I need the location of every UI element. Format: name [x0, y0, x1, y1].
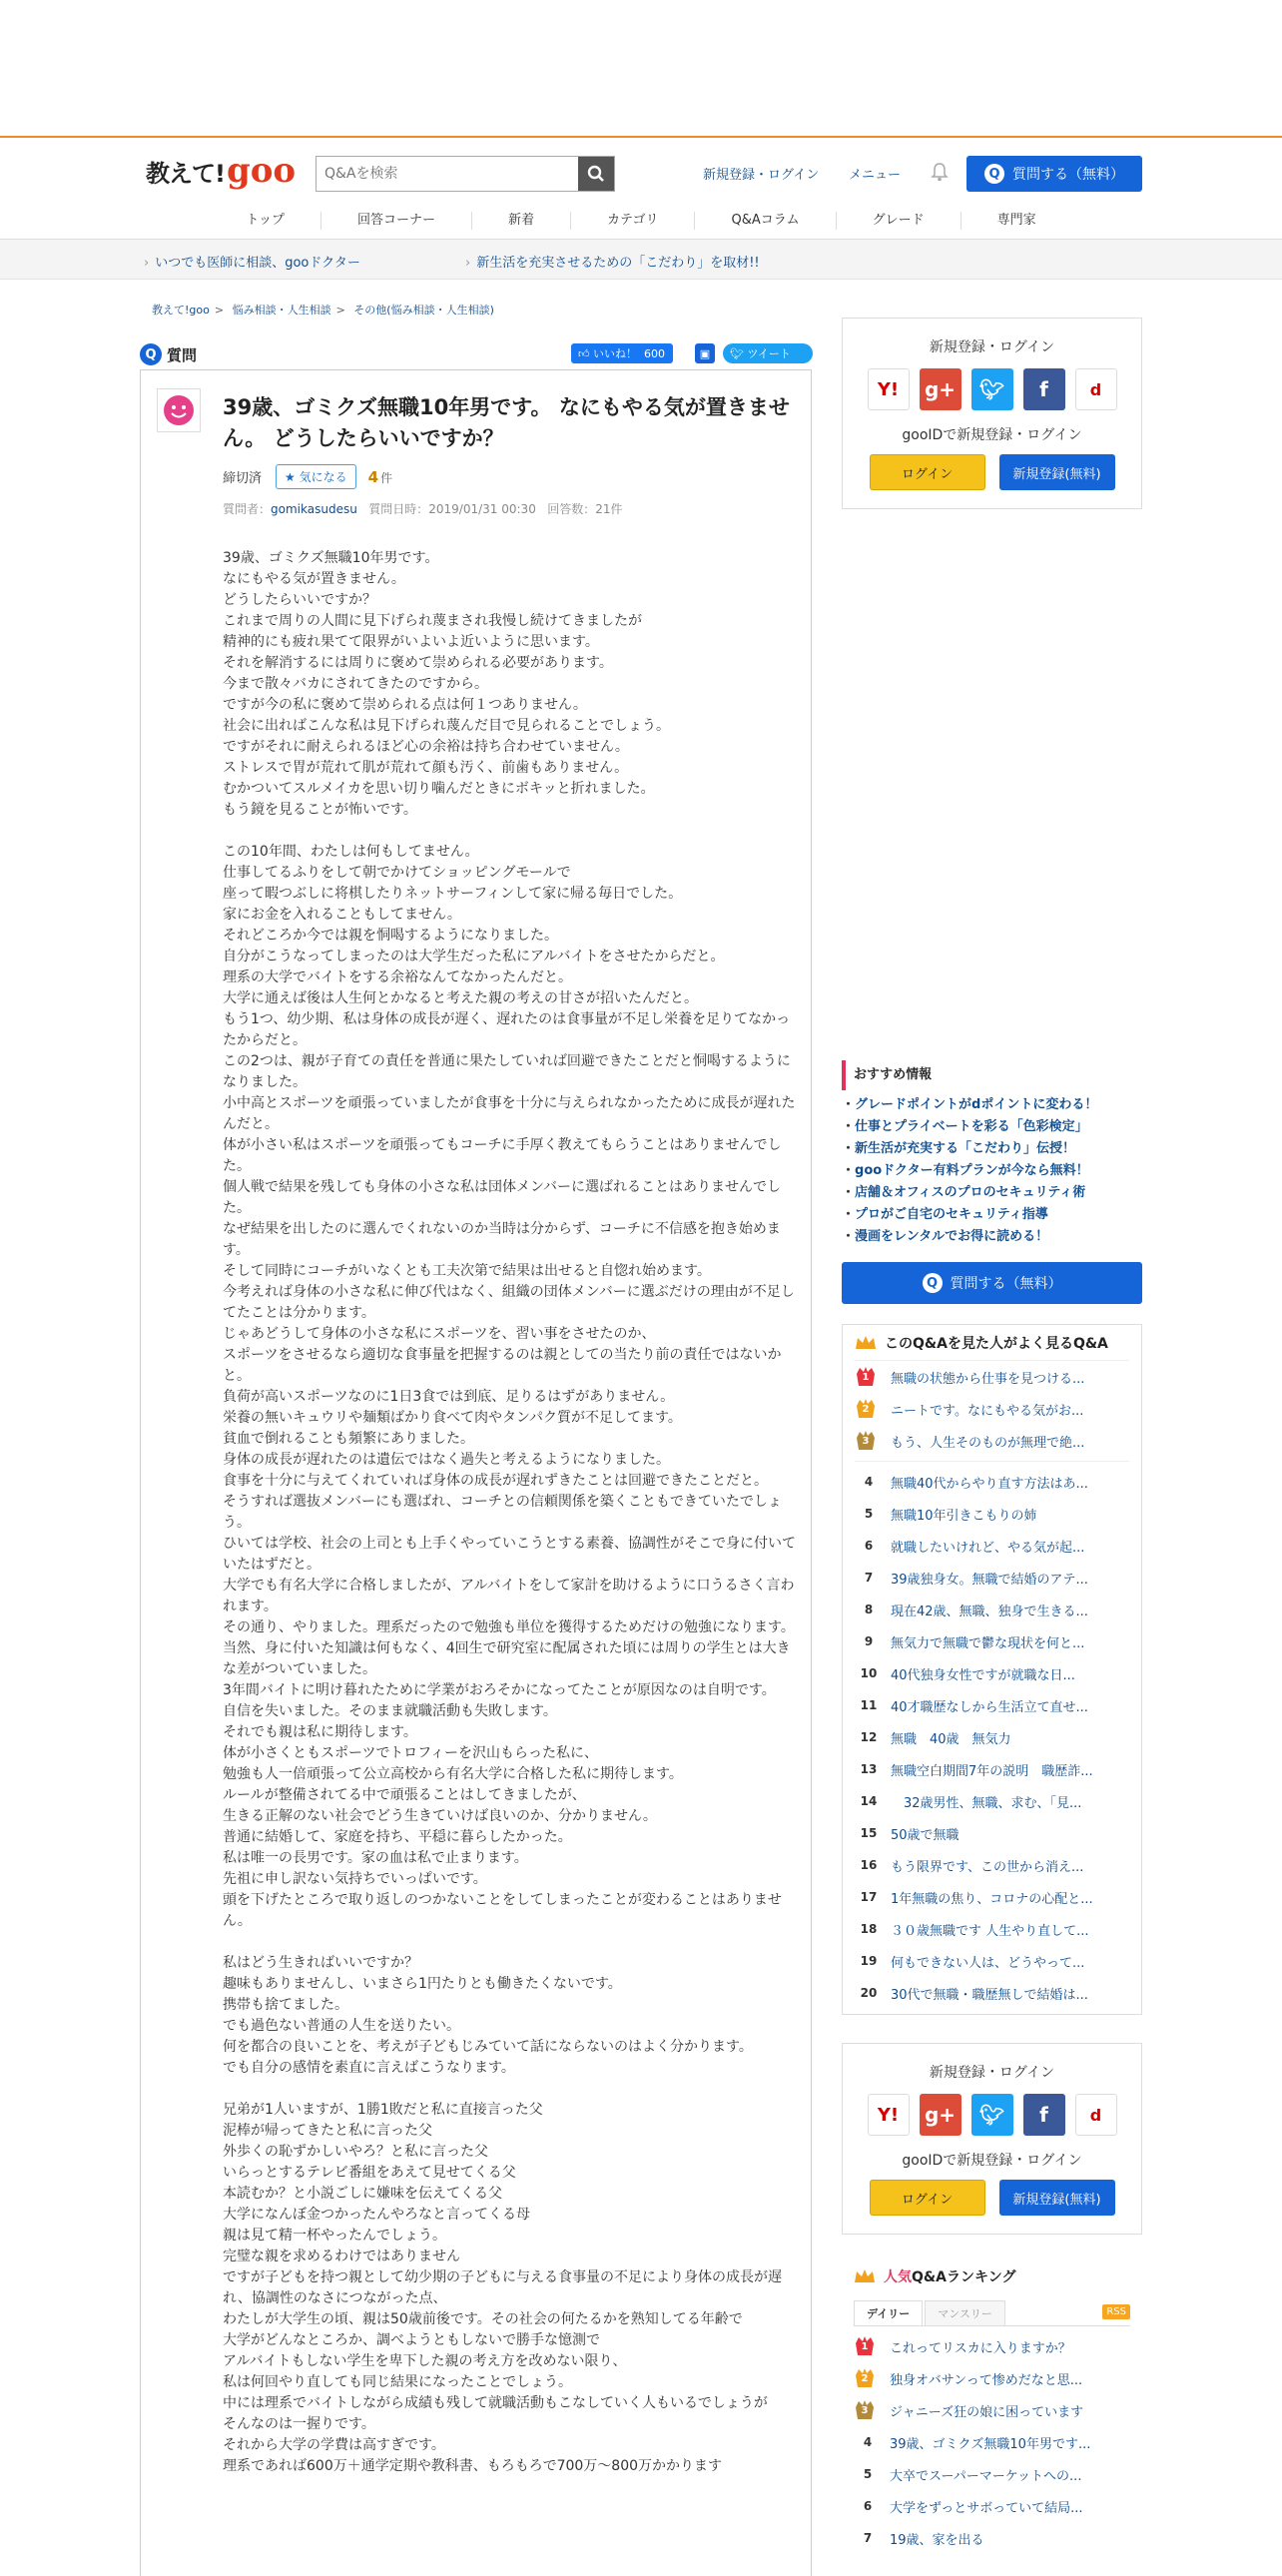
goo-id-text: gooIDで新規登録・ログイン	[902, 427, 1082, 443]
related-item-text: 50歳で無職	[891, 1827, 960, 1843]
rank-number: 2	[861, 2373, 869, 2384]
rank-medal-icon	[854, 2335, 876, 2357]
search-button[interactable]	[578, 157, 614, 191]
related-item[interactable]	[855, 1393, 1129, 1425]
rank-number: 6	[864, 1539, 874, 1553]
ranking-item[interactable]	[854, 2394, 1130, 2426]
related-qa-title	[855, 1325, 1129, 1361]
nav-item-qa-column[interactable]: Q&Aコラム	[695, 212, 836, 230]
rank-number: 4	[864, 1475, 874, 1489]
ranking-item[interactable]	[854, 2522, 1130, 2554]
crown-icon	[854, 2268, 876, 2284]
question-label: 質問	[167, 345, 198, 364]
bookmark-button[interactable]	[695, 343, 715, 363]
avatar[interactable]	[157, 388, 201, 432]
question-section-label	[140, 343, 197, 365]
like-count: 600	[644, 346, 665, 360]
rank-number: 5	[864, 1507, 874, 1521]
rank-number: 3	[861, 2405, 869, 2416]
promo-link-doctor[interactable]: › いつでも医師に相談、gooドクター	[144, 252, 360, 271]
login-button[interactable]: ログイン	[870, 2180, 985, 2216]
rank-number: 11	[860, 1698, 878, 1712]
asker-link[interactable]: gomikasudesu	[271, 502, 357, 516]
rank-number: 14	[860, 1794, 878, 1808]
sns-login-buttons	[843, 2094, 1141, 2136]
ad-area	[0, 0, 1282, 138]
related-item-text: 無職の状態から仕事を見つける...	[891, 1371, 1085, 1387]
ranking-item-text: 19歳、家を出る	[890, 2532, 984, 2548]
nav-item-answer-corner[interactable]: 回答コーナー	[321, 212, 472, 230]
question-date: 質問日時：2019/01/31 00:30	[368, 502, 536, 516]
promo-link-kodawari[interactable]: › 新生活を充実させるための「こだわり」を取材!!	[465, 252, 760, 271]
rank-number: 6	[863, 2499, 873, 2513]
ranking-item-text: 独身オバサンって惨めだなと思...	[890, 2372, 1083, 2388]
kininaru-button[interactable]	[276, 464, 356, 489]
rank-number: 20	[860, 1986, 878, 2000]
sidebar-login-title: 新規登録・ログイン	[929, 339, 1055, 355]
sidebar-login-title: 新規登録・ログイン	[929, 2065, 1055, 2081]
sidebar-ask-button[interactable]	[842, 1262, 1142, 1304]
global-nav	[0, 202, 1282, 240]
tab-monthly[interactable]: マンスリー	[925, 2300, 1005, 2325]
site-logo[interactable]	[146, 151, 297, 191]
sidebar-ask-label: 質問する（無料）	[950, 1276, 1062, 1292]
status-badge: 締切済	[223, 471, 263, 486]
search-icon	[587, 165, 605, 183]
question-info	[223, 500, 623, 517]
related-qa-title-text: このQ&Aを見た人がよく見るQ&A	[885, 1335, 1108, 1352]
asker-label: 質問者：	[223, 502, 272, 516]
related-item-text: 30代で無職・職歴無しで結婚は...	[891, 1987, 1088, 2003]
sns-login-buttons	[843, 368, 1141, 410]
google-login-icon[interactable]: g+	[920, 2094, 962, 2136]
rank-number: 9	[864, 1634, 874, 1648]
rank-number: 4	[863, 2435, 873, 2449]
question-body: 39歳、ゴミクズ無職10年男です。 なにもやる気が置きません。 どうしたらいいですか？ これまで周りの人間に見下げられ蔑まされ我慢し続けてきましたが 精神的にも疲れ果てて限界がいよいよ近いように思います。 それを解消するには周りに褒めて崇められる必要があります。 今まで散々バカにされてきたのですから。 ですが今の私に褒めて崇められる点は何１つありません。 社会に出ればこんな私は見下げられ蔑んだ目で見られることでしょう。 ですがそれに耐えられるほど心の余裕は持ち合わせていません。 ストレスで胃が荒れて肌が荒れて顔も汚く、前歯もありません。 むかついてスルメイカを思い切り噛んだときにボキッと折れました。 もう鏡を見ることが怖いです。 この10年間、わたしは何もしてません。 仕事してるふりをして朝でかけてショッピングモールで 座って暇つぶしに将棋したりネットサーフィンして家に帰る毎日でした。 家にお金を入れることもしてません。 それどころか今では親を恫喝するようになりました。 自分がこうなってしまったのは大学生だった私にアルバイトをさせたからだと。 理系の大学でバイトをする余裕なんてなかったんだと。 大学に通えば後は人生何とかなると考えた親の考えの甘さが招いたんだと。 もう1つ、幼少期、私は身体の成長が遅く、遅れたのは食事量が不足し栄養を足りてなかったからだと。 この2つは、親が子育ての責任を普通に果たしていれば回避できたことだと恫喝するようになりました。 小中高とスポーツを頑張っていましたが食事を十分に与えられなかったために成長が遅れたんだと。 体が小さい私はスポーツを頑張ってもコーチに手厚く教えてもらうことはありませんでした。 個人戦で結果を残しても身体の小さな私は団体メンバーに選ばれることはありませんでした。 なぜ結果を出したのに選んでくれないのか当時は分からず、コーチに不信感を抱き始めます。 そして同時にコーチがいなくとも工夫次第で結果は出せると自惚れ始めます。 今考えれば身体の小さな私に伸び代はなく、組織の団体メンバーに選ぶだけの理由が不足してたことは分かります。 じゃあどうして身体の小さな私にスポーツを、習い事をさせたのか、 スポーツをさせるなら適切な食事量を把握するのは親としての当たり前の責任ではないかと。 負荷が高いスポーツなのに1日3食では到底、足りるはずがありません。 栄養の無いキュウリや麺類ばかり食べて肉やタンパク質が不足してます。 貧血で倒れることも頻繁にありました。 身体の成長が遅れたのは遺伝ではなく過失と考えるようになりました。 食事を十分に与えてくれていれば身体の成長が遅れずきたことは回避できたことだと。 そうすれば選抜メンバーにも選ばれ、コーチとの信頼関係を築くこともできていたでしょう。 ひいては学校、社会の上司とも上手くやっていこうとする素養、協調性がそこで身に付いていたはずだと。 大学でも有名大学に合格しましたが、アルバイトをして家計を助けるように口うるさく言われます。 その通り、やりました。理系だったので勉強も単位を獲得するためだけの勉強になります。 当然、身に付いた知識は何もなく、4回生で研究室に配属された頃には周りの学生とは大きな差がついていました。 3年間バイトに明け暮れたために学業がおろそかになってたことが原因なのは自明です。 自信を失いました。そのまま就職活動も失敗します。 それでも親は私に期待します。 体が小さくともスポーツでトロフィーを沢山もらった私に、 勉強も人一倍頑張って公立高校から有名大学に合格した私に期待します。 ルールが整備されてる中で頑張ることはしてきましたが、 生きる正解のない社会でどう生きていけば良いのか、分かりません。 普通に結婚して、家庭を持ち、平穏に暮らしたかった。 私は唯一の長男です。家の血は私で止まります。 先祖に申し訳ない気持ちでいっぱいです。 頭を下げたところで取り返しのつかないことをしてしまったことが変わることはありません。 私はどう生きればいいですか？ 趣味もありませんし、いまさら1円たりとも働きたくないです。 携帯も捨てました。 でも過色ない普通の人生を送りたい。 何を都合の良いことを、考えが子どもじみていて話にならないのはよく分かります。 でも自分の感情を素直に言えばこうなります。 兄弟が1人いますが、1勝1敗だと私に直接言った父 泥棒が帰ってきたと私に言った父 外歩くの恥ずかしいやろ？と私に言った父 いらっとするテレビ番組をあえて見せてくる父 本読むか？と小説ごしに嫌味を伝えてくる父 大学になんぼ金つかったんやろなと言ってくる母 親は見て精一杯やったんでしょう。 完璧な親を求めるわけではありません ですが子どもを持つ親として幼少期の子どもに与える食事量の不足により身体の成長が遅れ、協調性のなさにつながった点、 わたしが大学生の頃、親は50歳前後です。その社会の何たるかを熟知してる年齢で 大学がどんなところか、調べようともしないで勝手な憶測で アルバイトもしない学生を卑下した親の考え方を改めない限り、 私は何回やり直しても同じ結果になったことでしょう。 中には理系でバイトしながら成績も残して就職活動もこなしていく人もいるでしょうが そんなのは一握りです。 それから大学の学費は高すぎです。 理系であれば600万＋通学定期や教科書、もろもろで700万～800万かかります	[223, 550, 796, 2474]
ranking-title-accent: 人気	[884, 2269, 912, 2285]
rank-number: 8	[864, 1603, 874, 1616]
rank-medal-icon	[855, 1398, 877, 1420]
kininaru-count-unit: 件	[380, 470, 393, 485]
rank-number: 1	[861, 2341, 869, 2352]
related-item-text: 40代独身女性ですが就職な日...	[891, 1667, 1075, 1683]
ranking-item[interactable]	[854, 2330, 1130, 2362]
logo-goo: goo	[226, 151, 297, 191]
ranking-item[interactable]	[854, 2458, 1130, 2490]
breadcrumb-home[interactable]: 教えて!goo	[152, 304, 210, 317]
related-item[interactable]	[855, 1530, 1129, 1562]
goo-id-text: gooIDで新規登録・ログイン	[902, 2153, 1082, 2169]
related-item-text: 現在42歳、無職、独身で生きる...	[891, 1604, 1088, 1619]
thumbs-up-icon: 👍︎	[578, 346, 590, 360]
rank-number: 2	[862, 1404, 870, 1415]
rank-number: 15	[860, 1826, 878, 1840]
yahoo-login-icon[interactable]: Y!	[868, 368, 910, 410]
related-item[interactable]	[855, 1817, 1129, 1849]
twitter-login-icon[interactable]: 🐦︎	[971, 2094, 1013, 2136]
ranking-item-text: 39歳、ゴミクズ無職10年男です...	[890, 2436, 1091, 2452]
facebook-login-icon[interactable]: f	[1023, 368, 1065, 410]
rank-number: 10	[860, 1666, 878, 1680]
search-box	[316, 156, 615, 192]
register-login-link[interactable]: 新規登録・ログイン	[703, 168, 820, 183]
nav-item-grade[interactable]: グレード	[837, 212, 962, 230]
recommend-item[interactable]: ・ gooドクター有料プランが今なら無料！	[842, 1160, 1142, 1182]
smiley-face-icon	[158, 389, 200, 431]
related-item[interactable]	[855, 1977, 1129, 2009]
docomo-login-icon[interactable]: d	[1075, 2094, 1117, 2136]
bookmark-icon: ▣	[699, 346, 711, 360]
related-item-text: 就職したいけれど、やる気が起...	[891, 1540, 1085, 1556]
related-item-text: 1年無職の焦り、コロナの心配と...	[891, 1891, 1093, 1907]
breadcrumb-subcategory[interactable]: その他(悩み相談・人生相談)	[353, 304, 494, 317]
nav-item-experts[interactable]: 専門家	[996, 212, 1036, 228]
recommend-item[interactable]: ・ 新生活が充実する「こだわり」伝授！	[842, 1138, 1142, 1160]
ask-question-button[interactable]	[966, 156, 1142, 192]
related-item-text: もう、人生そのものが無理で絶...	[891, 1435, 1085, 1451]
related-item[interactable]	[855, 1753, 1129, 1785]
star-icon: ★	[285, 470, 296, 484]
recommend-item[interactable]: ・ グレードポイントがdポイントに変わる！	[842, 1094, 1142, 1116]
ranking-item-text: 大卒でスーパーマーケットへの...	[890, 2468, 1082, 2484]
ranking-title	[854, 2258, 1130, 2294]
rank-medal-icon	[854, 2367, 876, 2389]
ranking-tabs	[854, 2300, 1130, 2326]
related-item[interactable]	[855, 1721, 1129, 1753]
tweet-button[interactable]	[723, 343, 813, 363]
related-item-text: ニートです。なにもやる気がお...	[891, 1403, 1084, 1419]
rank-number: 7	[864, 1571, 874, 1585]
question-title: 39歳、ゴミクズ無職10年男です。 なにもやる気が置きません。 どうしたらいいですか？	[223, 395, 790, 450]
rank-number: 13	[860, 1762, 878, 1776]
related-item[interactable]	[855, 1562, 1129, 1594]
kininaru-count	[368, 468, 392, 486]
kininaru-count-value: 4	[367, 467, 379, 486]
related-item[interactable]	[855, 1498, 1129, 1530]
divider	[855, 1461, 1129, 1462]
nav-item-top[interactable]: トップ	[210, 212, 321, 230]
related-item-text: 無職空白期間7年の説明 職歴詐...	[891, 1763, 1093, 1779]
related-item[interactable]	[855, 1849, 1129, 1881]
related-item[interactable]	[855, 1913, 1129, 1945]
question-icon: Q	[984, 164, 1004, 184]
ranking-item[interactable]	[854, 2362, 1130, 2394]
ranking-title-text: Q&Aランキング	[912, 2269, 1016, 2285]
site-header	[0, 138, 1282, 202]
ranking-item[interactable]	[854, 2490, 1130, 2522]
question-icon: Q	[923, 1273, 943, 1293]
related-item[interactable]	[855, 1625, 1129, 1657]
like-button[interactable]	[571, 343, 673, 363]
recommend-title: おすすめ情報	[842, 1060, 1142, 1090]
rank-number: 7	[863, 2531, 873, 2545]
kininaru-label: 気になる	[299, 470, 347, 484]
tab-daily[interactable]: デイリー	[854, 2300, 923, 2325]
rank-number: 19	[860, 1954, 878, 1968]
ranking-box	[842, 2258, 1142, 2564]
crown-icon	[855, 1335, 877, 1351]
related-qa-box	[842, 1324, 1142, 2015]
register-button[interactable]: 新規登録(無料)	[999, 454, 1115, 490]
breadcrumb: 教えて!goo > 悩み相談・人生相談 > その他(悩み相談・人生相談)	[152, 304, 494, 317]
related-item[interactable]	[855, 1881, 1129, 1913]
nav-item-category[interactable]: カテゴリ	[571, 212, 695, 230]
facebook-login-icon[interactable]: f	[1023, 2094, 1065, 2136]
bell-icon[interactable]	[931, 162, 949, 182]
related-item[interactable]	[855, 1945, 1129, 1977]
ranking-item[interactable]	[854, 2426, 1130, 2458]
question-card	[140, 369, 812, 2576]
rank-number: 1	[862, 1372, 870, 1383]
recommend-item[interactable]: ・ プロがご自宅のセキュリティ指導	[842, 1204, 1142, 1226]
nav-item-new[interactable]: 新着	[472, 212, 571, 230]
rank-number: 18	[860, 1922, 878, 1936]
sidebar-login-box-2	[842, 2043, 1142, 2235]
ranking-list	[854, 2330, 1130, 2554]
google-login-icon[interactable]: g+	[920, 368, 962, 410]
related-item-text: 40才職歴なしから生活立て直せ...	[891, 1699, 1088, 1715]
sidebar-login-box	[842, 318, 1142, 509]
related-item-text: 無職 40歳 無気力	[891, 1731, 1011, 1747]
rank-number: 5	[863, 2467, 873, 2481]
twitter-login-icon[interactable]: 🐦︎	[971, 368, 1013, 410]
related-item[interactable]	[855, 1361, 1129, 1393]
related-item[interactable]	[855, 1785, 1129, 1817]
breadcrumb-category[interactable]: 悩み相談・人生相談	[232, 304, 331, 317]
recommend-box	[842, 1060, 1142, 1248]
login-button[interactable]: ログイン	[870, 454, 985, 490]
related-item-text: 無職40代からやり直す方法はあ...	[891, 1476, 1088, 1492]
recommend-item[interactable]: ・ 漫画をレンタルでお得に読める！	[842, 1226, 1142, 1248]
promo-bar	[0, 240, 1282, 280]
related-item[interactable]	[855, 1689, 1129, 1721]
ask-question-label: 質問する（無料）	[1012, 167, 1124, 183]
related-item[interactable]	[855, 1657, 1129, 1689]
search-input[interactable]	[317, 157, 578, 191]
tweet-label: ツイート	[747, 347, 791, 360]
related-item-text: 無気力で無職で鬱な現状を何と...	[891, 1635, 1085, 1651]
rss-icon[interactable]: RSS	[1102, 2304, 1130, 2319]
recommend-item[interactable]: ・ 仕事とプライベートを彩る「色彩検定」	[842, 1116, 1142, 1138]
related-item-text: ３０歳無職です 人生やり直して...	[891, 1923, 1089, 1939]
ranking-item-text: 大学をずっとサボっていて結局...	[890, 2500, 1083, 2516]
logo-text: 教えて!	[146, 159, 225, 188]
related-qa-list	[855, 1361, 1129, 2009]
related-item-text: 何もできない人は、どうやって...	[891, 1955, 1085, 1971]
docomo-login-icon[interactable]: d	[1075, 368, 1117, 410]
like-label: いいね！	[593, 347, 637, 360]
rank-number: 16	[860, 1858, 878, 1872]
answer-count: 回答数：21件	[547, 502, 623, 516]
ranking-item-text: ジャニーズ狂の娘に困っています	[890, 2404, 1084, 2420]
question-meta	[223, 464, 392, 489]
rank-medal-icon	[855, 1430, 877, 1452]
twitter-bird-icon: 🐦︎	[730, 346, 744, 360]
ranking-item-text: これってリスカに入りますか？	[890, 2340, 1071, 2356]
question-q-icon: Q	[140, 343, 162, 365]
related-item[interactable]	[855, 1466, 1129, 1498]
rank-medal-icon	[854, 2399, 876, 2421]
related-item-text: 無職10年引きこもりの姉	[891, 1508, 1037, 1524]
register-button[interactable]: 新規登録(無料)	[999, 2180, 1115, 2216]
related-item[interactable]	[855, 1425, 1129, 1457]
recommend-item[interactable]: ・ 店舗＆オフィスのプロのセキュリティ術	[842, 1182, 1142, 1204]
related-item[interactable]	[855, 1594, 1129, 1625]
related-item-text: 32歳男性、無職、求む、「見...	[891, 1795, 1082, 1811]
rank-number: 3	[862, 1436, 870, 1447]
rank-number: 12	[860, 1730, 878, 1744]
rank-number: 17	[860, 1890, 878, 1904]
menu-link[interactable]: メニュー	[849, 168, 902, 183]
related-item-text: 39歳独身女。無職で結婚のアテ...	[891, 1572, 1088, 1588]
related-item-text: もう限界です、この世から消え...	[891, 1859, 1084, 1875]
yahoo-login-icon[interactable]: Y!	[868, 2094, 910, 2136]
rank-medal-icon	[855, 1366, 877, 1388]
